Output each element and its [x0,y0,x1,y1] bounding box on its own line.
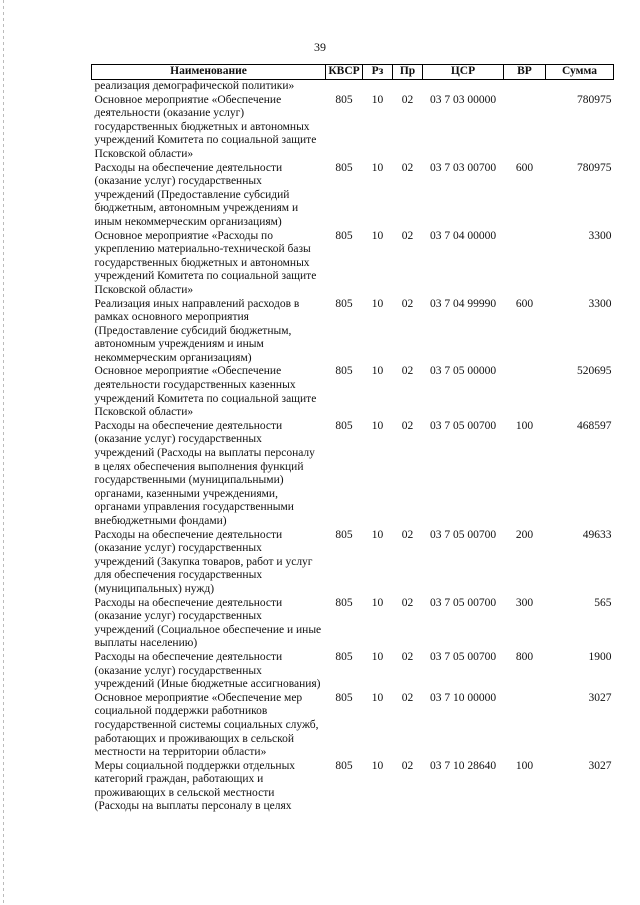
row-kvsr: 805 [335,528,353,541]
row-sum: 780975 [577,161,612,174]
row-rz: 10 [371,528,384,541]
continuation-text: реализация демографической политики» [94,80,295,92]
row-sum: 565 [594,596,612,609]
scan-edge [3,0,4,905]
row-sum: 520695 [577,365,612,378]
row-name: Расходы на обеспечение деятельности (оказание услуг) государственных учреждений (Социальное обеспечение и иные выплаты населению) [94,596,322,650]
row-kvsr: 805 [335,93,353,106]
row-csr: 03 7 05 00700 [429,596,497,609]
table-row [92,692,614,760]
header-pr: Пр [393,65,423,80]
row-pr: 02 [401,528,414,541]
row-csr: 03 7 03 00000 [429,93,497,106]
row-csr: 03 7 05 00700 [429,528,497,541]
row-name: Основное мероприятие «Расходы по укреплению материально-технической базы государственных бюджетных и автономных учреждений Комитета по социальной защите Псковской области» [94,229,317,296]
continuation-row [92,80,614,94]
budget-table [91,64,614,814]
row-vr: 300 [515,596,534,609]
row-pr: 02 [401,691,414,704]
row-rz: 10 [371,691,384,704]
row-sum: 780975 [577,93,612,106]
row-vr [504,230,546,298]
row-csr: 03 7 04 00000 [429,229,497,242]
header-rz: Рз [363,65,393,80]
table-row [92,298,614,366]
row-vr: 100 [515,759,534,772]
row-kvsr: 805 [335,691,353,704]
row-rz: 10 [371,596,384,609]
table-row [92,162,614,230]
row-rz: 10 [371,161,384,174]
row-kvsr: 805 [335,759,353,772]
row-vr: 200 [515,528,534,541]
table-row [92,365,614,419]
row-csr: 03 7 03 00700 [429,161,497,174]
row-sum: 49633 [582,528,612,541]
page-number: 39 [314,40,326,54]
row-name: Реализация иных направлений расходов в рамках основного мероприятия (Предоставление субсидий бюджетным, автономным учреждениям и иным некоммерческим организациям) [94,297,300,364]
row-rz: 10 [371,650,384,663]
table-header-row [92,65,614,80]
row-sum: 468597 [577,419,612,432]
row-name: Расходы на обеспечение деятельности (оказание услуг) государственных учреждений (Предоставление субсидий бюджетным, автономным учреждениям и иным некоммерческим организациям) [94,161,299,228]
row-kvsr: 805 [335,419,353,432]
row-name: Основное мероприятие «Обеспечение деятельности государственных казенных учреждений Комитета по социальной защите Псковской области» [94,365,317,419]
row-vr: 100 [515,419,534,432]
table-row [92,760,614,814]
table-row [92,230,614,298]
row-vr [504,692,546,760]
table-body [92,80,614,815]
header-kvsr: КВСР [326,65,363,80]
header-name: Наименование [92,65,326,80]
budget-table-wrapper [91,64,613,814]
row-pr: 02 [401,161,414,174]
row-kvsr: 805 [335,596,353,609]
row-csr: 03 7 10 00000 [429,691,497,704]
row-rz: 10 [371,93,384,106]
header-csr: ЦСР [423,65,504,80]
table-row [92,597,614,651]
row-sum: 3300 [588,297,612,310]
row-name: Расходы на обеспечение деятельности (оказание услуг) государственных учреждений (Расходы на выплаты персоналу в целях обеспечения выполнения функций государственными (муниципальными) органами, казенными учреждениями, органами управления государственными внебюджетными фондами) [94,419,315,527]
row-rz: 10 [371,759,384,772]
row-sum: 3300 [588,229,612,242]
table-row [92,529,614,597]
header-sum: Сумма [546,65,614,80]
row-sum: 3027 [588,759,612,772]
row-vr: 600 [515,297,534,310]
row-rz: 10 [371,365,384,378]
row-csr: 03 7 05 00700 [429,650,497,663]
row-pr: 02 [401,365,414,378]
row-name: Основное мероприятие «Обеспечение деятельности (оказание услуг) государственных бюджетных и автономных учреждений Комитета по социальной защите Псковской области» [94,93,317,160]
row-rz: 10 [371,229,384,242]
row-sum: 1900 [588,650,612,663]
table-row [92,420,614,529]
row-kvsr: 805 [335,365,353,378]
row-vr: 800 [515,650,534,663]
row-csr: 03 7 05 00000 [429,365,497,378]
row-pr: 02 [401,229,414,242]
row-name: Расходы на обеспечение деятельности (оказание услуг) государственных учреждений (Закупка товаров, работ и услуг для обеспечения государственных (муниципальных) нужд) [94,528,313,595]
row-rz: 10 [371,419,384,432]
row-pr: 02 [401,650,414,663]
row-vr [504,365,546,419]
table-row [92,651,614,692]
row-vr [504,94,546,162]
header-vr: ВР [504,65,546,80]
row-vr: 600 [515,161,534,174]
row-kvsr: 805 [335,161,353,174]
row-kvsr: 805 [335,650,353,663]
row-rz: 10 [371,297,384,310]
row-pr: 02 [401,419,414,432]
row-pr: 02 [401,297,414,310]
row-name: Расходы на обеспечение деятельности (оказание услуг) государственных учреждений (Иные бюджетные ассигнования) [94,650,321,691]
row-pr: 02 [401,596,414,609]
row-pr: 02 [401,93,414,106]
table-row [92,94,614,162]
row-csr: 03 7 04 99990 [429,297,497,310]
row-csr: 03 7 05 00700 [429,419,497,432]
row-name: Меры социальной поддержки отдельных категорий граждан, работающих и проживающих в сельской местности (Расходы на выплаты персоналу в целях [94,759,296,813]
row-pr: 02 [401,759,414,772]
row-csr: 03 7 10 28640 [429,759,497,772]
row-name: Основное мероприятие «Обеспечение мер социальной поддержки работников государственной системы социальных служб, работающих и проживающих в сельской местности на территории области» [94,691,319,759]
row-kvsr: 805 [335,229,353,242]
row-kvsr: 805 [335,297,353,310]
row-sum: 3027 [588,691,612,704]
